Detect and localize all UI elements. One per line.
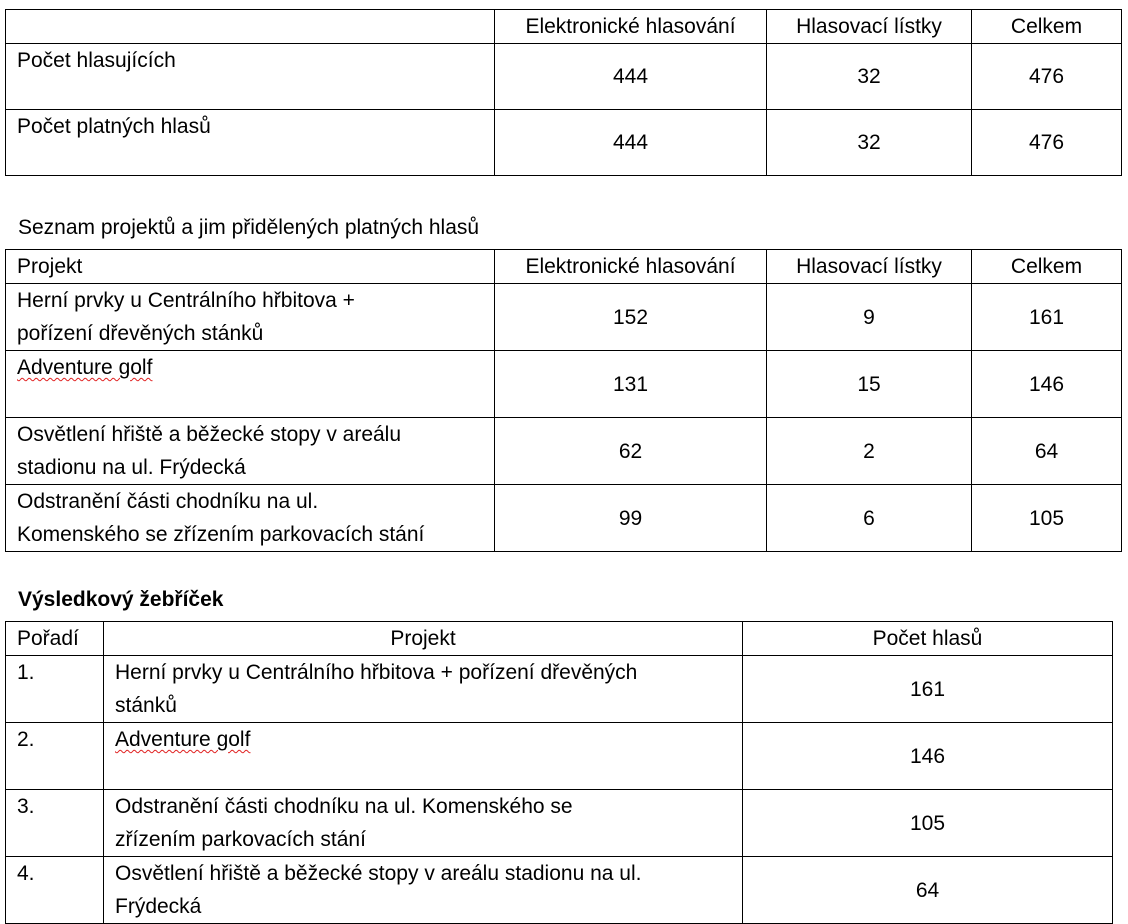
header-cell-project: Projekt (104, 622, 743, 656)
project-name (104, 790, 743, 857)
project-name-text: Adventure golf (115, 728, 251, 751)
ranking-table (5, 621, 1113, 924)
votes-value: 161 (743, 656, 1113, 723)
header-cell-votes: Počet hlasů (743, 622, 1113, 656)
project-name-line: Herní prvky u Centrálního hřbitova + pořízení dřevěných (115, 661, 638, 684)
project-name (6, 485, 495, 552)
project-name-line: Odstranění části chodníku na ul. (17, 490, 319, 513)
project-name-line: Komenského se zřízením parkovacích stání (17, 523, 425, 546)
total-value: 105 (972, 485, 1122, 552)
table-header-row (6, 250, 1122, 284)
table-row (6, 44, 1122, 110)
project-name-line: Frýdecká (115, 895, 202, 918)
projects-caption: Seznam projektů a jim přidělených platných hlasů (18, 216, 480, 239)
project-name (6, 418, 495, 485)
table-header-row (6, 622, 1113, 656)
total-value: 146 (972, 351, 1122, 418)
rank-value: 1. (6, 656, 104, 723)
ranking-caption: Výsledkový žebříček (18, 588, 224, 611)
project-name-line: Osvětlení hřiště a běžecké stopy v areálu stadionu na ul. (115, 862, 642, 885)
table-row (6, 656, 1113, 723)
table-row (6, 790, 1113, 857)
total-value: 476 (972, 44, 1122, 110)
summary-table (5, 9, 1122, 176)
project-name-line (17, 384, 483, 417)
projects-table (5, 249, 1122, 552)
total-value: 64 (972, 418, 1122, 485)
table-row (6, 110, 1122, 176)
project-name-line (115, 723, 731, 756)
row-label: Počet platných hlasů (6, 110, 495, 176)
electronic-value: 444 (495, 44, 767, 110)
electronic-value: 131 (495, 351, 767, 418)
ballots-value: 15 (767, 351, 972, 418)
table-header-row (6, 10, 1122, 44)
votes-value: 64 (743, 857, 1113, 924)
total-value: 476 (972, 110, 1122, 176)
project-name (104, 723, 743, 790)
project-name-line: Herní prvky u Centrálního hřbitova + (17, 289, 355, 312)
electronic-value: 62 (495, 418, 767, 485)
ballots-value: 32 (767, 44, 972, 110)
header-cell-total: Celkem (972, 250, 1122, 284)
project-name (104, 656, 743, 723)
table-row (6, 857, 1113, 924)
project-name-text: Adventure golf (17, 356, 153, 379)
header-cell-project: Projekt (6, 250, 495, 284)
project-name (104, 857, 743, 924)
project-name-line: stadionu na ul. Frýdecká (17, 456, 246, 479)
header-cell-electronic: Elektronické hlasování (495, 10, 767, 44)
header-cell-empty (6, 10, 495, 44)
table-row (6, 418, 1122, 485)
project-name-line (115, 756, 731, 789)
header-cell-total: Celkem (972, 10, 1122, 44)
row-label: Počet hlasujících (6, 44, 495, 110)
project-name-line: Odstranění části chodníku na ul. Komenského se (115, 795, 573, 818)
project-name (6, 284, 495, 351)
rank-value: 3. (6, 790, 104, 857)
ballots-value: 6 (767, 485, 972, 552)
electronic-value: 444 (495, 110, 767, 176)
ballots-value: 9 (767, 284, 972, 351)
project-name-line: zřízením parkovacích stání (115, 828, 366, 851)
header-cell-electronic: Elektronické hlasování (495, 250, 767, 284)
table-row (6, 284, 1122, 351)
project-name-line: Osvětlení hřiště a běžecké stopy v areálu (17, 423, 402, 446)
rank-value: 4. (6, 857, 104, 924)
table-row (6, 723, 1113, 790)
total-value: 161 (972, 284, 1122, 351)
project-name-line: pořízení dřevěných stánků (17, 322, 264, 345)
votes-value: 105 (743, 790, 1113, 857)
votes-value: 146 (743, 723, 1113, 790)
rank-value: 2. (6, 723, 104, 790)
table-row (6, 351, 1122, 418)
header-cell-rank: Pořadí (6, 622, 104, 656)
ballots-value: 2 (767, 418, 972, 485)
header-cell-ballots: Hlasovací lístky (767, 250, 972, 284)
project-name-line (17, 351, 483, 384)
ballots-value: 32 (767, 110, 972, 176)
table-row (6, 485, 1122, 552)
electronic-value: 152 (495, 284, 767, 351)
electronic-value: 99 (495, 485, 767, 552)
header-cell-ballots: Hlasovací lístky (767, 10, 972, 44)
project-name (6, 351, 495, 418)
project-name-line: stánků (115, 694, 177, 717)
